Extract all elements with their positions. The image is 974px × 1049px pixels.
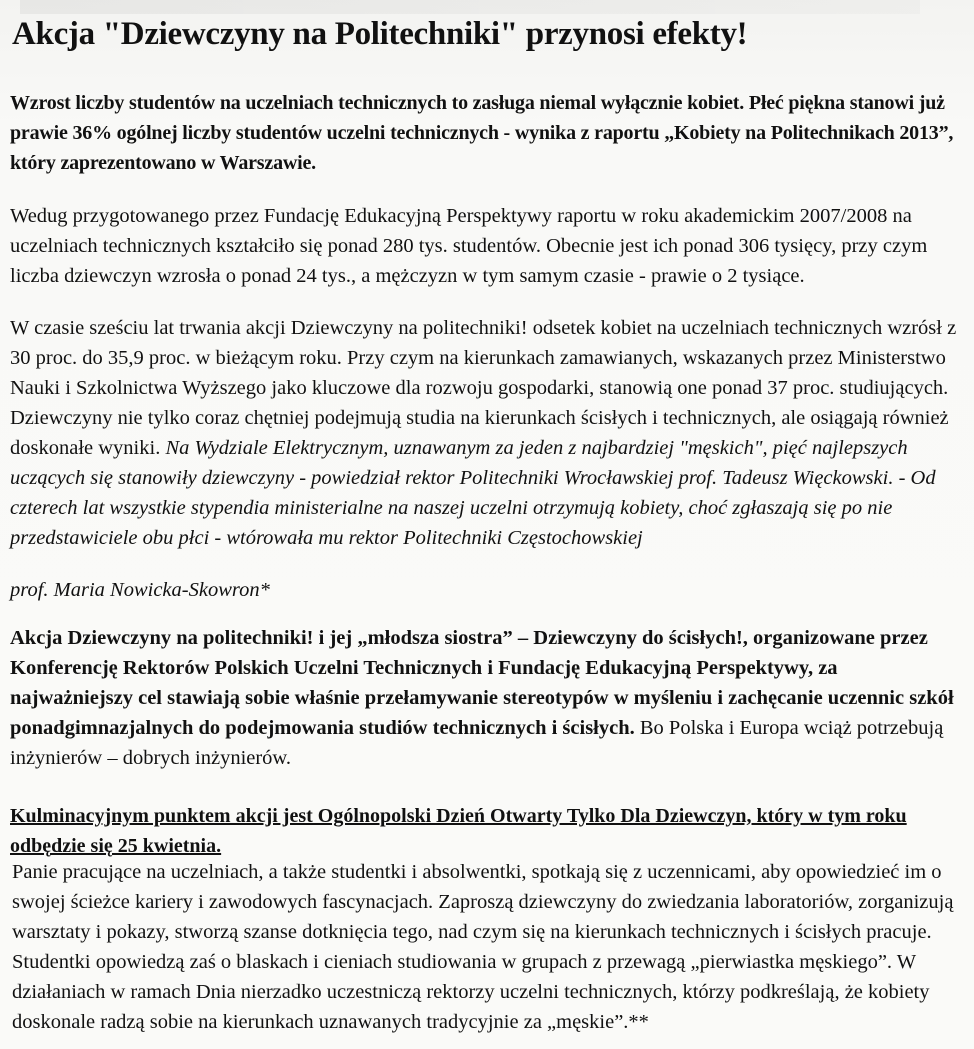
article-lead: Wzrost liczby studentów na uczelniach technicznych to zasługa niemal wyłącznie kobiet. Płeć piękna stanowi już prawie 36% ogólnej liczby studentów uczelni technicznych - wynika z raportu „Kobiety na Politechnikach 2013”, który zaprezentowano w Warszawie. (10, 92, 954, 174)
campaign-goal-tail: Bo Polska i Europa wciąż potrzebują inżynierów – dobrych inżynierów. (10, 717, 944, 769)
paragraph-campaign-goal (10, 623, 965, 773)
rector-quote: Na Wydziale Elektrycznym, uznawanym za jeden z najbardziej "męskich", pięć najlepszych uczących się stanowiły dziewczyny - powiedział rektor Politechniki Wrocławskiej prof. Tadeusz Więckowski. - Od czterech lat wszystkie stypendia ministerialne na naszej uczelni otrzymują kobiety, choć zgłaszają się po nie przedstawiciele obu płci - wtórowała mu rektor Politechniki Częstochowskiej (10, 437, 936, 549)
highlight-heading (10, 801, 965, 861)
open-day-heading: Kulminacyjnym punktem akcji jest Ogólnopolski Dzień Otwarty Tylko Dla Dziewczyn, który w tym roku odbędzie się 25 kwietnia. (10, 805, 907, 857)
scan-shadow (20, 0, 920, 14)
paragraph-report-stats: Wedug przygotowanego przez Fundację Edukacyjną Perspektywy raportu w roku akademickim 2007/2008 na uczelniach technicznych kształciło się ponad 280 tys. studentów. Obecnie jest ich ponad 306 tysięcy, przy czym liczba dziewczyn wzrosła o ponad 24 tys., a mężczyzn w tym samym czasie - prawie o 2 tysiące. (10, 205, 928, 287)
quote-author: prof. Maria Nowicka-Skowron* (10, 579, 270, 601)
campaign-goal-bold: Akcja Dziewczyny na politechniki! i jej „młodsza siostra” – Dziewczyny do ścisłych!, organizowane przez Konferencję Rektorów Polskich Uczelni Technicznych i Fundację Edukacyjną Perspektywy, za najważniejszy cel stawiają sobie właśnie przełamywanie stereotypów w myśleniu i zachęcanie uczennic szkół ponadgimnazjalnych do podejmowania studiów technicznych i ścisłych. (10, 627, 954, 739)
paragraph-open-day: Panie pracujące na uczelniach, a także studentki i absolwentki, spotkają się z uczennicami, aby opowiedzieć im o swojej ścieżce kariery i zawodowych fascynacjach. Zaproszą dziewczyny do zwiedzania laboratoriów, zorganizują warsztaty i pokazy, stworzą szanse dotknięcia tego, nad czym się na kierunkach technicznych i ścisłych pracuje. Studentki opowiedzą zaś o blaskach i cieniach studiowania w grupach z przewagą „pierwiastka męskiego”. W działaniach w ramach Dnia nierzadko uczestniczą rektorzy uczelni technicznych, którzy podkreślają, że kobiety doskonale radzą sobie na kierunkach uznawanych tradycyjnie za „męskie”.** (12, 861, 954, 1033)
article-title: Akcja "Dziewczyny na Politechniki" przynosi efekty! (12, 16, 748, 52)
paragraph-campaign-results (10, 313, 965, 553)
paragraph-campaign-text: W czasie sześciu lat trwania akcji Dziewczyny na politechniki! odsetek kobiet na uczelniach technicznych wzrósł z 30 proc. do 35,9 proc. w bieżącym roku. Przy czym na kierunkach zamawianych, wskazanych przez Ministerstwo Nauki i Szkolnictwa Wyższego jako kluczowe dla rozwoju gospodarki, stanowią one ponad 37 proc. studiujących. Dziewczyny nie tylko coraz chętniej podejmują studia na kierunkach ścisłych i technicznych, ale osiągają również doskonałe wyniki. (10, 317, 957, 459)
